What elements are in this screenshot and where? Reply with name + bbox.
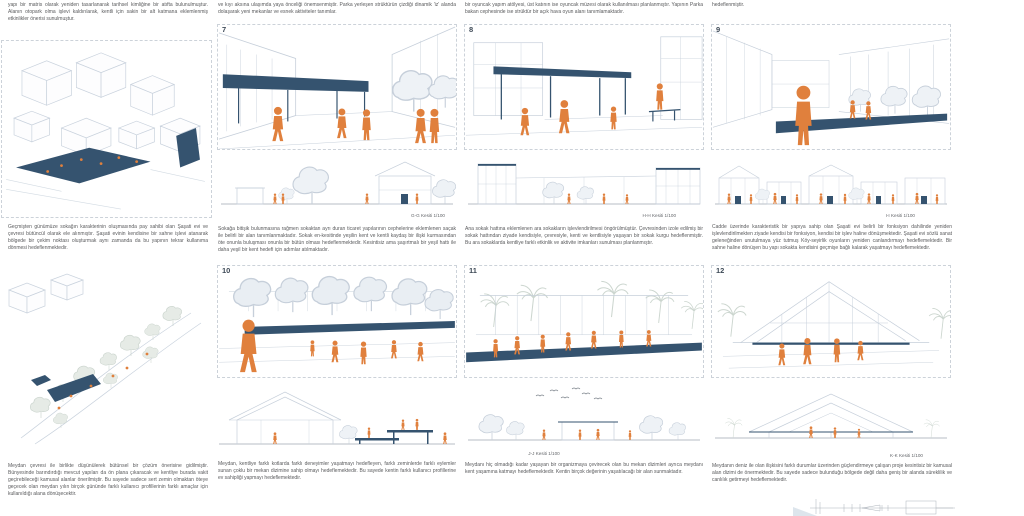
col2-bottom-section-illustration <box>217 380 457 457</box>
section-h-illustration <box>464 152 704 213</box>
col3-mid-paragraph: Ana sokak hattına eklemlenen ara sokakların işlevlendirilmesi öngörülmüştür. Çevresinden izole edilmiş bir sokak hattından ziyade kendisiyle, çevresiyle, kenti ve kentlisiyle yaşayan bir sokak kurgu hedeflenmiştir. Bu ara sokaklarda kentliye farklı etkinlik ve aktivite imkanları sunulması planlanmıştır. <box>465 226 703 247</box>
section-h-caption: H-H Kesiti 1/100 <box>642 213 676 218</box>
panel-11-number: 11 <box>469 266 477 275</box>
section-k-caption: K-K Kesiti 1/100 <box>890 453 923 458</box>
section-h <box>464 152 704 213</box>
birds-flock <box>536 388 602 399</box>
panel-7-illustration <box>218 25 456 149</box>
col2-bottom-paragraph: Meydan, kentliye farklı kotlarda farklı deneyimler yaşatmayı hedefleyen, farklı zeminlerde farklı eylemler sunan çoklu bir mekan dizimine sahip olmayı hedeflemektedir. Bu sayede kentin farklı kullanıcı profillerine ev sahipliği yapmayı hedeflemektedir. <box>218 461 456 482</box>
panel-8-number: 8 <box>469 25 474 34</box>
section-k-illustration <box>711 382 951 448</box>
corner-wash-shape <box>793 503 839 516</box>
col1-axonometric-bottom-illustration <box>1 268 212 456</box>
section-g-illustration <box>217 152 457 213</box>
panel-12-number: 12 <box>716 266 725 275</box>
panel-10-number: 10 <box>222 266 231 275</box>
panel-9 <box>711 24 951 150</box>
col3-bottom-paragraph: Meydanı hiç olmadığı kadar yaşayan bir organizmaya çevirecek olan bu mekan dizimleri ayrıca meydanı kent yaşamına katmayı hedeflemektedir. Kentin birçok değerinin yaşatılacağı bir alan sunmaktadır. <box>465 462 703 476</box>
panel-9-illustration <box>712 25 950 149</box>
section-i <box>711 152 951 213</box>
section-g-caption: G-G Kesiti 1/100 <box>411 213 445 218</box>
panel-10-illustration <box>218 266 456 377</box>
col2-mid-paragraph: Sokağa bitişik bulunmasına rağmen sokaktan ayrı duran ticaret yapılarının cephelerine eklemlenen saçak ile belirli bir alan tanımlanmaktadır. Sokak en-kesitinde yeşilin kent ve kentli kaydaş bir ilişki kurmasından öte onunla buluşması onunla bir bütün olması hedeflenmektedir. Kesintisiz ama şaşırtmalı bir yeşil hattı ile daha yeşil bir kent hedefi için adımlar atılmaktadır. <box>218 226 456 254</box>
corner-wash <box>793 503 839 516</box>
section-i-caption: I-I Kesiti 1/100 <box>885 213 915 218</box>
col4-mid-paragraph: Cadde üzerinde karakteristik bir yapıya sahip olan Şaşati evi belirli bir fonksiyon dahilinde yeniden işlevlendirilmekten ziyade kendisi bir fonksiyon, kendisi bir işlev haline dönüşmektedir. Şaşati evi sözlü sanat geleneğinden unutulmaya yüz tutmuş Köy-seyirlik oyunların yeniden canlandırmayı hedeflemektedir. Bir sahne haline dönüşen bu yapı sokakta kendisini geçmişe bağlı kalarak yaşatmayı hedeflemektedir. <box>712 224 952 252</box>
col2-bottom-section <box>217 380 457 457</box>
col4-bottom-paragraph: Meydanın deniz ile olan ilişkisini farklı durumlar üzerinden güçlendirmeye çalışan proje kesintisiz bir kamusal alan dizimi de önermektedir. Bu sayede sadece bulunduğu bölgede değil daha geniş bir alanda süreklilik ve canlılık getirmeyi hedeflemektedir. <box>712 463 952 484</box>
section-j-caption: J-J Kesiti 1/100 <box>528 451 560 456</box>
panel-10 <box>217 265 457 378</box>
section-i-illustration <box>711 152 951 213</box>
col4-top-paragraph: hedeflenmiştir. <box>712 2 745 8</box>
col2-top-paragraph: ve kıyı aksına ulaşımda yaya önceliği önemsenmiştir. Parka yerleşen strüktürün çizdiği dinamik 'iz' alanda dolaşarak yeni mekanlar ve esnek aktiviteler tanımlar. <box>218 2 456 16</box>
panel-9-number: 9 <box>716 25 721 34</box>
panel-8 <box>464 24 704 150</box>
col1-bottom-paragraph: Meydan çevresi ile birlikte düşünülerek bütünsel bir çözüm önerisine gidilmiştir. Bünyesinde barındırdığı mevcut yapıları da ön plana çıkaracak ve kentliye burada vakit geçirebileceği kamusal alanlar önerilmiştir. Bu sayede sadece sert zemin olmaktan öteye geçecek olan meydan yılın birçok gününde farklı kullanıcı profillerinin farklı amaçlar için kullanıldığı alana dönüşecektir. <box>8 463 208 498</box>
panel-8-illustration <box>465 25 703 149</box>
section-g <box>217 152 457 213</box>
panel-7-number: 7 <box>222 25 227 34</box>
section-j-illustration <box>464 382 704 450</box>
panel-11-illustration <box>465 266 703 377</box>
col1-mid-paragraph: Geçmişten günümüze sokağın karakterinin oluşmasında pay sahibi olan Şaşati evi ve çevresi bütüncül olarak ele alınmıştır. Şaşati evinin kendisine bir sahne işlevi atanarak bölgede bir çekim noktası oluşturmak aynı zamanda da bu yapının tekrar kullanıma dönmesi hedeflenmektedir. <box>8 224 208 252</box>
col3-top-paragraph: bir oyuncak yapım atölyesi, üst katının ise oyuncak müzesi olarak kullanılması planlanmıştır. Yapının Parka bakan cephesinde ise strüktür bir açık hava oyun alanı tanımlamaktadır. <box>465 2 703 16</box>
col1-axonometric-top-illustration <box>2 41 211 217</box>
col1-axonometric-top-panel <box>1 40 212 218</box>
section-j <box>464 382 704 450</box>
panel-7 <box>217 24 457 150</box>
col1-top-paragraph: yapı bir matris olarak yeniden tasarlanarak tarihsel kimliğine bir atıfta bulunulmuştur. Alanın otopark olma işlevi kaldırılarak, kentli için sakin bir alt katmana eklemlenmiş etkinlikler önerisi sunulmuştur. <box>8 2 208 23</box>
col1-axonometric-bottom-panel <box>1 268 212 456</box>
panel-12 <box>711 265 951 378</box>
panel-12-illustration <box>712 266 950 377</box>
panel-11 <box>464 265 704 378</box>
section-k <box>711 382 951 448</box>
